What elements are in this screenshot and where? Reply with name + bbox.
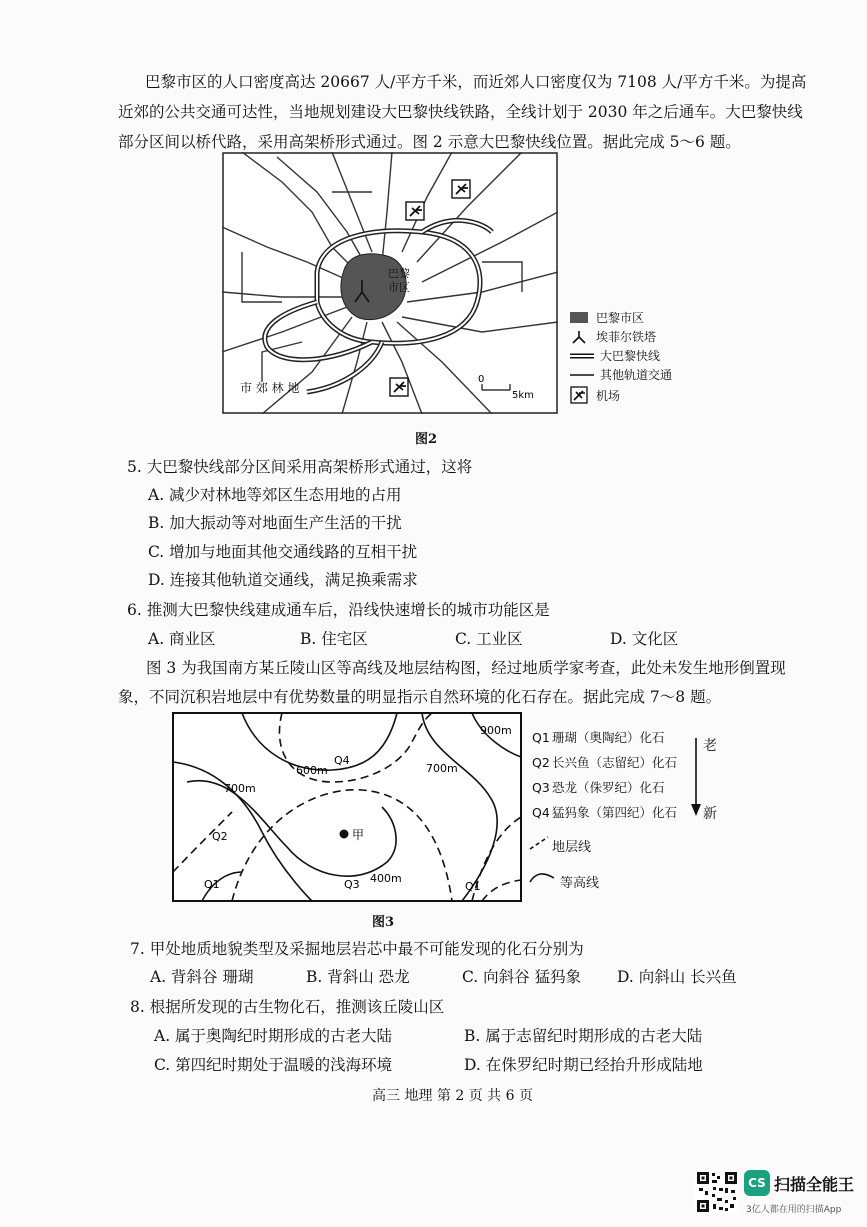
new-label: 新 [703,806,717,822]
svg-text:5km: 5km [512,390,534,401]
question-5-option-b: B. 加大振动等对地面生产生活的干扰 [148,514,402,532]
contour-700-right: 700m [426,762,458,775]
question-7-option-c: C. 向斜谷 猛犸象 [462,968,582,986]
paris-map [222,152,558,414]
legend-label: 其他轨道交通 [600,368,673,382]
forest-label: 市 郊 林 地 [240,381,300,395]
intro1-line-1: 巴黎市区的人口密度高达 20667 人/平方千米，而近郊人口密度仅为 7108 人/平方千米。为提高 [145,73,807,91]
figure-3-caption: 图3 [372,915,395,930]
intro2-line-1: 图 3 为我国南方某丘陵山区等高线及地层结构图，经过地质学家考查，此处未发生地形倒置现 [146,659,786,677]
fossil-code: Q2 [532,755,550,770]
question-8-stem: 8. 根据所发现的古生物化石，推测该丘陵山区 [130,998,445,1016]
legend-label: 埃菲尔铁塔 [596,330,657,344]
contour-400: 400m [370,872,402,885]
fossil-text: 长兴鱼（志留纪）化石 [552,755,678,770]
old-label: 老 [703,738,717,754]
intro2-line-2: 象，不同沉积岩地层中有优势数量的明显指示自然环境的化石存在。据此完成 7～8 题。 [118,688,722,706]
fig3-legend [532,728,677,828]
question-6-stem: 6. 推测大巴黎快线建成通车后，沿线快速增长的城市功能区是 [127,601,550,619]
contour-line-icon [528,870,556,886]
stratum-q4: Q4 [334,754,350,767]
camscanner-logo-text: CS [748,1176,766,1190]
question-6-option-b: B. 住宅区 [300,630,368,648]
airport-icon-north [406,202,424,220]
question-7-option-a: A. 背斜谷 珊瑚 [150,968,254,986]
contour-700-left: 700m [224,782,256,795]
question-7-stem: 7. 甲处地质地貌类型及采掘地层岩芯中最不可能发现的化石分别为 [130,940,584,958]
point-jia-marker [340,830,349,839]
contour-strata-map [172,712,522,902]
question-5-option-a: A. 减少对林地等郊区生态用地的占用 [148,486,402,504]
fossil-text: 猛犸象（第四纪）化石 [552,805,678,820]
stratum-q1-right: Q1 [465,880,481,893]
fossil-code: Q1 [532,730,550,745]
stratum-q1-left: Q1 [204,878,220,891]
question-8-option-a: A. 属于奥陶纪时期形成的古老大陆 [154,1027,393,1045]
question-8-option-c: C. 第四纪时期处于温暖的浅海环境 [154,1056,393,1074]
legend-label: 大巴黎快线 [600,349,661,363]
stratum-line-label: 地层线 [552,840,592,855]
watermark-subtitle: 3亿人都在用的扫描App [746,1205,842,1215]
question-8-option-d: D. 在侏罗纪时期已经抬升形成陆地 [464,1056,703,1074]
contour-line-label: 等高线 [560,876,600,891]
airport-icon-south [390,378,408,396]
question-6-option-a: A. 商业区 [148,630,216,648]
stratum-q2: Q2 [212,830,228,843]
svg-text:0: 0 [478,374,485,385]
fossil-text: 珊瑚（奥陶纪）化石 [552,730,665,745]
map-legend [570,308,672,406]
city-label-1: 巴黎 [388,267,410,280]
qr-code-icon [695,1170,739,1214]
rail-line-icon [570,370,594,380]
stratum-line-icon [528,835,550,851]
figure-2-caption: 图2 [415,432,438,447]
fossil-code: Q3 [532,780,550,795]
question-5-option-d: D. 连接其他轨道交通线，满足换乘需求 [148,571,418,589]
page-footer: 高三 地理 第 2 页 共 6 页 [372,1088,533,1104]
question-6-option-c: C. 工业区 [455,630,523,648]
time-arrow-icon [690,736,702,818]
intro1-line-3: 部分区间以桥代路，采用高架桥形式通过。图 2 示意大巴黎快线位置。据此完成 5～6 题。 [118,133,741,151]
stratum-q3: Q3 [344,878,360,891]
question-7-option-d: D. 向斜山 长兴鱼 [617,968,737,986]
camscanner-logo [744,1170,770,1196]
point-jia-label: 甲 [352,828,365,842]
contour-900: 900m [480,724,512,737]
question-6-option-d: D. 文化区 [610,630,679,648]
city-area-icon [570,312,588,323]
express-line-icon [570,351,594,361]
question-5-stem: 5. 大巴黎快线部分区间采用高架桥形式通过，这将 [127,458,473,476]
intro1-line-2: 近郊的公共交通可达性，当地规划建设大巴黎快线铁路，全线计划于 2030 年之后通车。大巴黎快线 [118,103,803,121]
legend-label: 机场 [596,388,621,403]
watermark-brand: 扫描全能王 [774,1175,855,1194]
city-label-2: 市区 [388,281,410,294]
fossil-code: Q4 [532,805,550,820]
question-7-option-b: B. 背斜山 恐龙 [306,968,410,986]
fossil-text: 恐龙（侏罗纪）化石 [552,780,665,795]
airport-icon-north-east [452,180,470,198]
question-5-option-c: C. 增加与地面其他交通线路的互相干扰 [148,543,418,561]
contour-600: 600m [296,764,328,777]
question-8-option-b: B. 属于志留纪时期形成的古老大陆 [464,1027,703,1045]
eiffel-tower-icon [570,330,588,344]
airport-icon [570,386,588,404]
legend-label: 巴黎市区 [596,311,645,325]
